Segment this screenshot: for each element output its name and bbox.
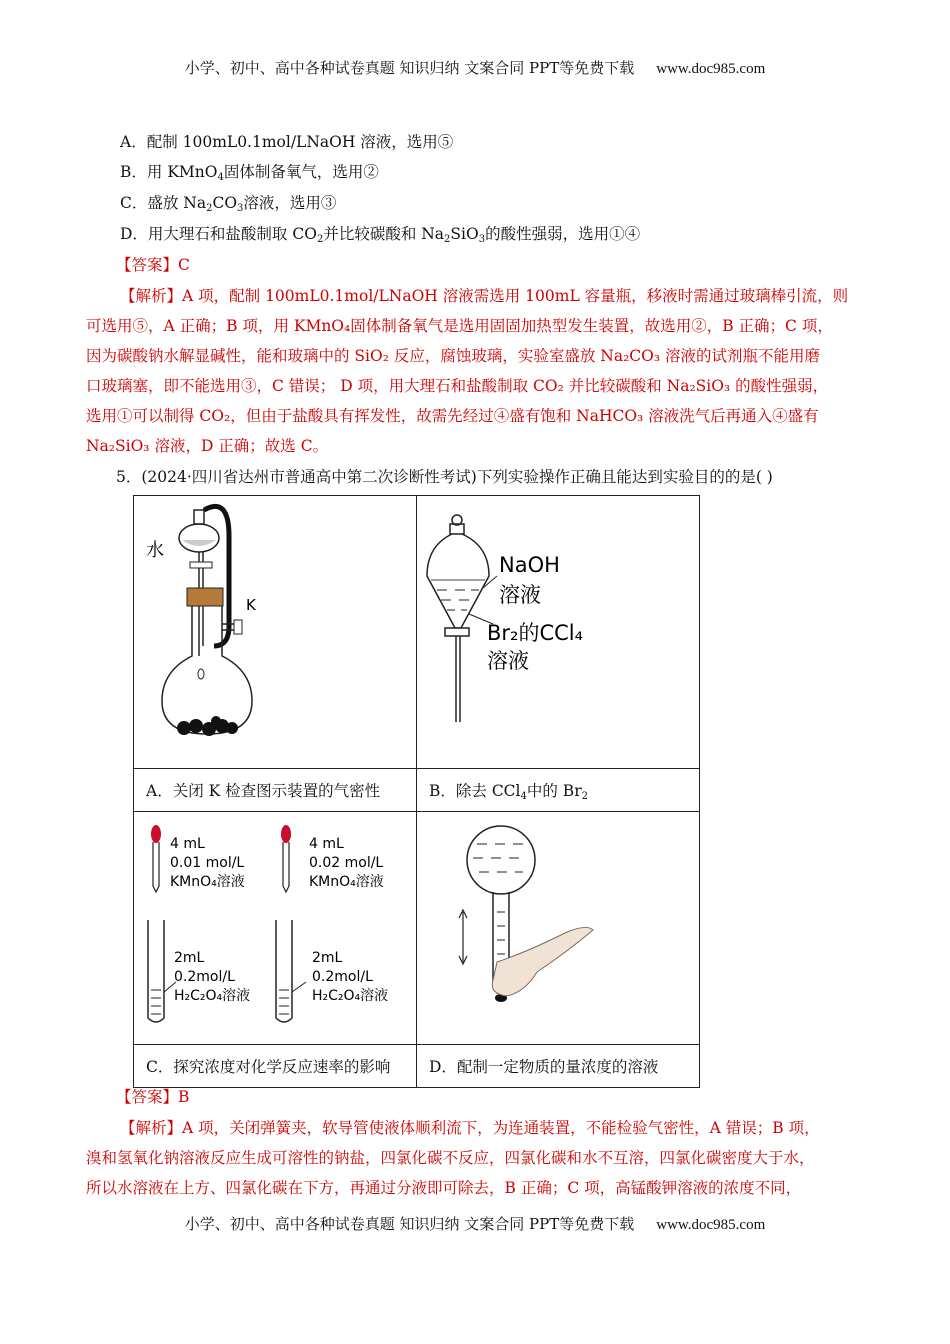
right-tube-reagent: H₂C₂O₄溶液 — [312, 988, 389, 1004]
right-tube-volume: 2mL — [312, 950, 343, 966]
header-url[interactable]: www.doc985.com — [656, 61, 766, 77]
left-tube-volume: 2mL — [174, 950, 205, 966]
page-header — [0, 57, 950, 78]
cell-d-image — [417, 812, 700, 1045]
q4-option-d: D．用大理石和盐酸制取 $CO_2$并比较碳酸和 $Na_2SiO_3$的酸性强弱，选用①④ — [120, 225, 641, 245]
right-dropper-conc: 0.02 mol/L — [309, 855, 384, 871]
label-water: 水 — [146, 540, 164, 561]
right-tube-conc: 0.2mol/L — [312, 969, 373, 985]
left-tube-conc: 0.2mol/L — [174, 969, 235, 985]
cell-a-image — [134, 496, 417, 769]
cell-b-caption: B．除去 CCl$_4$中的 $Br_2$ — [417, 769, 700, 812]
left-dropper-conc: 0.01 mol/L — [170, 855, 245, 871]
left-dropper-volume: 4 mL — [170, 836, 205, 852]
label-br2-ccl4: Br₂的CCl₄ — [487, 621, 584, 645]
concentration-experiment — [134, 812, 416, 1040]
q5-stem: 5．(2024·四川省达州市普通高中第二次诊断性考试)下列实验操作正确且能达到实验目的的是( ) — [116, 468, 773, 486]
footer-text: 小学、初中、高中各种试卷真题 知识归纳 文案合同 PPT等免费下载 — [184, 1215, 635, 1233]
footer-url[interactable]: www.doc985.com — [656, 1217, 766, 1233]
q4-option-c: C．盛放 $Na_2CO_3$溶液，选用③ — [120, 194, 337, 214]
cell-b-image — [417, 496, 700, 769]
q5-analysis: 【解析】A 项，关闭弹簧夹，软导管使液体顺利流下，为连通装置，不能检验气密性，A 错误；B 项， 溴和氢氧化钠溶液反应生成可溶性的钠盐，四氯化碳不反应，四氯化碳和水不互溶，四氯化碳密度大于水， 所以水溶液在上方、四氯化碳在下方，再通过分液即可除去，B 正确；C 项，高锰酸钾溶液的浓度不同， — [86, 1119, 820, 1197]
cell-a-caption: A．关闭 K 检查图示装置的气密性 — [134, 769, 417, 812]
cell-d-caption: D．配制一定物质的量浓度的溶液 — [417, 1045, 700, 1088]
cell-c-caption: C．探究浓度对化学反应速率的影响 — [134, 1045, 417, 1088]
q4-option-a: A．配制 100mL0.1mol/LNaOH 溶液，选用⑤ — [120, 133, 454, 151]
label-solution-1: 溶液 — [499, 583, 541, 607]
volumetric-flask-shaking — [417, 812, 683, 1040]
q5-options-table — [133, 495, 700, 1088]
header-text: 小学、初中、高中各种试卷真题 知识归纳 文案合同 PPT等免费下载 — [184, 59, 635, 77]
label-k: K — [246, 596, 256, 614]
page-footer — [0, 1213, 950, 1234]
left-tube-reagent: H₂C₂O₄溶液 — [174, 988, 251, 1004]
label-naoh: NaOH — [499, 553, 560, 577]
q4-analysis: 【解析】A 项，配制 100mL0.1mol/LNaOH 溶液需选用 100mL 容量瓶，移液时需通过玻璃棒引流，则 可选用⑤，A 正确；B 项，用 KMnO₄固体制备氧气是选用固固加热型发生装置，故选用②，B 正确；C 项， 因为碳酸钠水解显碱性，能和玻璃中的 SiO₂ 反应，腐蚀玻璃，实验室盛放 Na₂CO₃ 溶液的试剂瓶不能用磨 口玻璃塞，即不能选用③，C 错误； D 项，用大理石和盐酸制取 CO₂ 并比较碳酸和 Na₂SiO₃ 的酸性强弱， 选用①可以制得 CO₂，但由于盐酸具有挥发性，故需先经过④盛有饱和 NaHCO₃ 溶液洗气后再通入④盛有 Na₂SiO₃ 溶液，D 正确；故选 C。 — [86, 287, 849, 455]
q5-analysis-label: 【解析】 — [120, 1119, 183, 1137]
right-dropper-volume: 4 mL — [309, 836, 344, 852]
q4-answer: 【答案】C — [116, 256, 190, 274]
right-dropper-reagent: KMnO₄溶液 — [309, 874, 384, 890]
separatory-funnel — [417, 496, 683, 764]
q5-answer: 【答案】B — [116, 1088, 190, 1106]
label-solution-2: 溶液 — [487, 649, 529, 673]
left-dropper-reagent: KMnO₄溶液 — [170, 874, 245, 890]
q4-analysis-label: 【解析】 — [120, 287, 183, 305]
gas-generator-apparatus — [134, 496, 416, 764]
q4-option-b: B．用 KMnO$_4$固体制备氧气，选用② — [120, 163, 379, 183]
cell-c-image — [134, 812, 417, 1045]
